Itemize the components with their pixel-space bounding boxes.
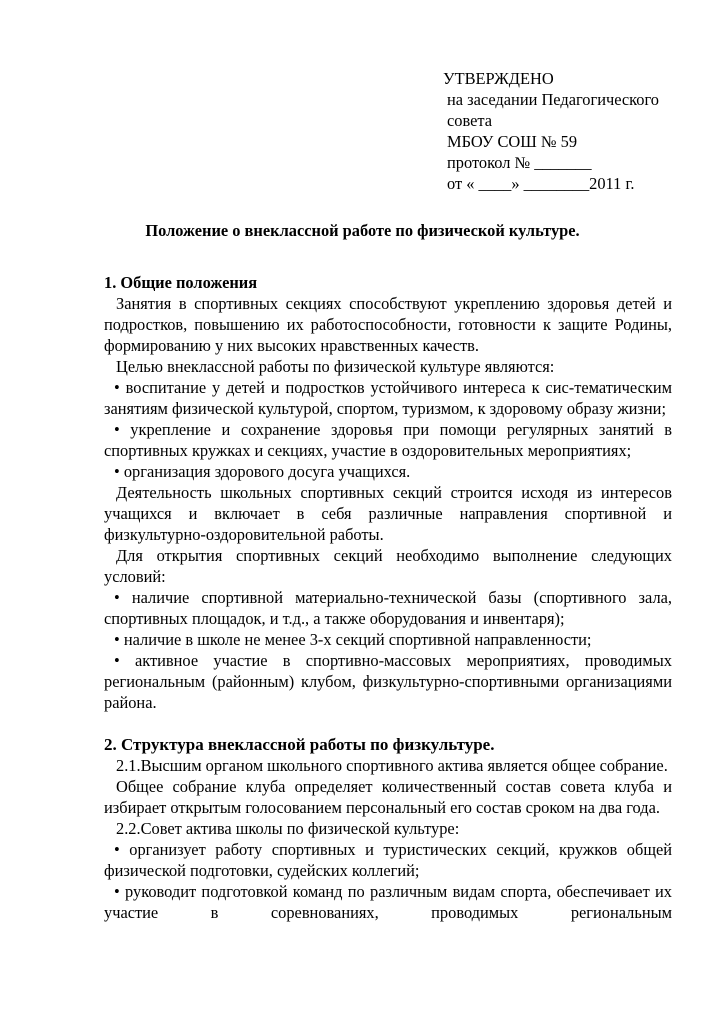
- approval-heading: УТВЕРЖДЕНО: [443, 69, 554, 88]
- paragraph: 2.2.Совет актива школы по физической культуре:: [116, 819, 460, 838]
- section-heading: 2. Структура внеклассной работы по физкультуре.: [104, 735, 495, 754]
- paragraph: Занятия в спортивных секциях способствуют укреплению здоровья детей и подростков, повышению их работоспособности, готовности к защите Родины, формированию у них высоких нравственных качеств.: [104, 294, 672, 355]
- approval-line: от « ____» ________2011 г.: [447, 174, 635, 193]
- approval-line: МБОУ СОШ № 59: [447, 132, 578, 151]
- section-heading: 1. Общие положения: [104, 273, 258, 292]
- bullet-item: • наличие спортивной материально-технической базы (спортивного зала, спортивных площадок, и т.д., а также оборудования и инвентаря);: [104, 588, 672, 628]
- bullet-item: • воспитание у детей и подростков устойчивого интереса к сис-тематическим занятиям физической культурой, спортом, туризмом, к здоровому образу жизни;: [104, 378, 672, 418]
- paragraph: Деятельность школьных спортивных секций строится исходя из интересов учащихся и включает в себя различные направления спортивной и физкультурно-оздоровительной работы.: [104, 483, 672, 544]
- bullet-item: • наличие в школе не менее 3-х секций спортивной направленности;: [114, 630, 592, 649]
- paragraph: 2.1.Высшим органом школьного спортивного актива является общее собрание.: [116, 756, 668, 775]
- bullet-item: • организация здорового досуга учащихся.: [114, 462, 411, 481]
- paragraph: Общее собрание клуба определяет количественный состав совета клуба и избирает открытым голосованием персональный его состав сроком на два года.: [104, 777, 672, 817]
- bullet-item: • активное участие в спортивно-массовых мероприятиях, проводимых региональным (районным) клубом, физкультурно-спортивными организациями района.: [104, 651, 672, 712]
- approval-line: совета: [447, 111, 493, 130]
- bullet-item: • организует работу спортивных и туристических секций, кружков общей физической подготовки, судейских коллегий;: [104, 840, 672, 880]
- document-title: Положение о внеклассной работе по физической культуре.: [145, 221, 580, 240]
- approval-stamp: [443, 68, 707, 194]
- paragraph: Для открытия спортивных секций необходимо выполнение следующих условий:: [104, 546, 672, 586]
- approval-line: на заседании Педагогического: [447, 90, 660, 109]
- document-body: [104, 272, 672, 923]
- bullet-item: • руководит подготовкой команд по различным видам спорта, обеспечивает их участие в соревнованиях, проводимых региональным: [104, 882, 672, 922]
- paragraph: Целью внеклассной работы по физической культуре являются:: [116, 357, 555, 376]
- bullet-item: • укрепление и сохранение здоровья при помощи регулярных занятий в спортивных кружках и секциях, участие в оздоровительных мероприятиях;: [104, 420, 672, 460]
- approval-line: протокол № _______: [447, 153, 592, 172]
